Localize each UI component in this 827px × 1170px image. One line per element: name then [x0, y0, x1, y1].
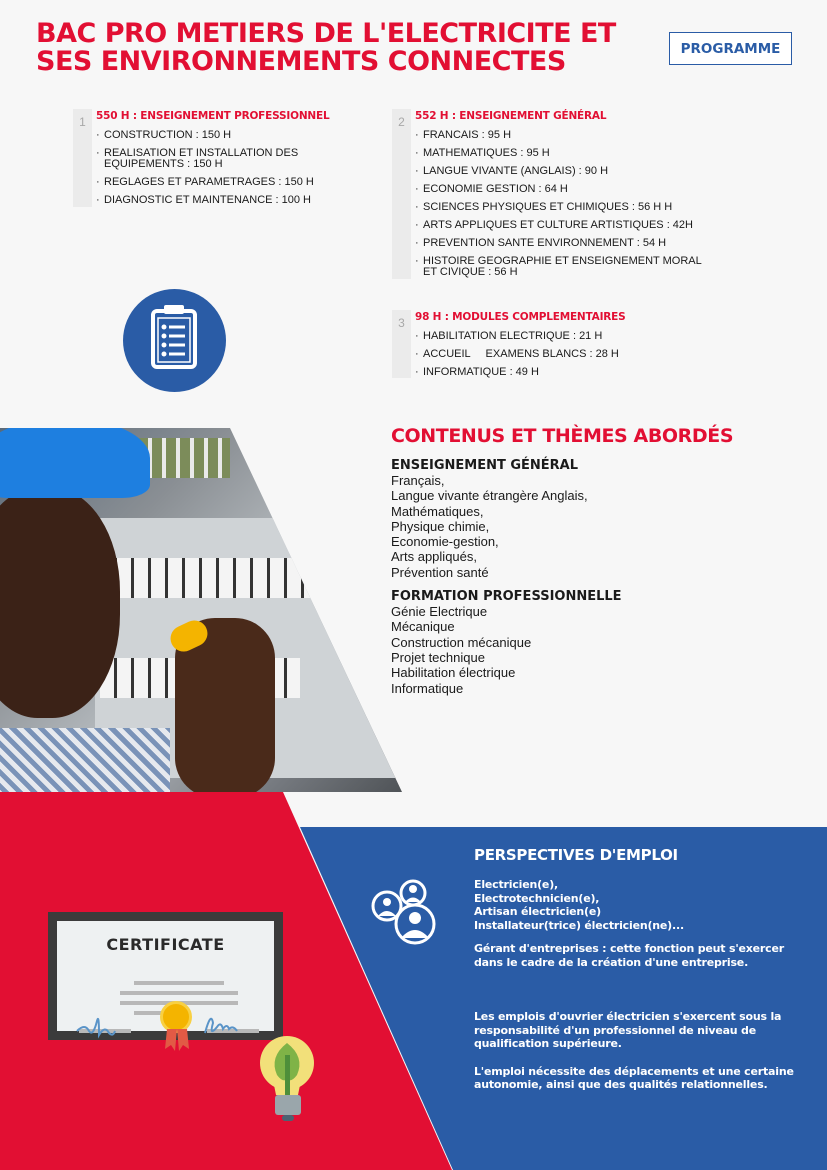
list-item: · ECONOMIE GESTION : 64 H	[415, 184, 722, 195]
block-heading: 98 H : MODULES COMPLEMENTAIRES	[415, 311, 626, 323]
perspectives-paragraph: L'emploi nécessite des déplacements et une certaine autonomie, ainsi que des qualités relationnelles.	[474, 1064, 794, 1091]
list-item: · HABILITATION ELECTRIQUE : 21 H	[415, 331, 692, 342]
hours-block-professional	[73, 109, 363, 207]
theme-item: Habilitation électrique	[391, 665, 516, 681]
theme-item: Prévention santé	[391, 564, 489, 580]
theme-item: Construction mécanique	[391, 634, 532, 650]
lightbulb-icon	[258, 1033, 318, 1123]
theme-item: Arts appliqués,	[391, 549, 477, 565]
list-item: · MATHEMATIQUES : 95 H	[415, 148, 722, 159]
theme-item: Economie-gestion,	[391, 534, 499, 550]
electrician-photo	[0, 428, 402, 792]
list-item: · HISTOIRE GEOGRAPHIE ET ENSEIGNEMENT MORAL ET CIVIQUE : 56 H	[415, 256, 715, 278]
block-heading: 550 H : ENSEIGNEMENT PROFESSIONNEL	[96, 110, 330, 122]
pro-heading: FORMATION PROFESSIONNELLE	[391, 589, 622, 605]
list-item: · PREVENTION SANTE ENVIRONNEMENT : 54 H	[415, 238, 722, 249]
certificate-label: CERTIFICATE	[106, 935, 225, 954]
perspectives-paragraph: Gérant d'entreprises : cette fonction peut s'exercer dans le cadre de la création d'une entreprise.	[474, 942, 784, 969]
list-item: · DIAGNOSTIC ET MAINTENANCE : 100 H	[96, 195, 363, 206]
list-item: · SCIENCES PHYSIQUES ET CHIMIQUES : 56 H H	[415, 202, 722, 213]
theme-item: Projet technique	[391, 649, 485, 665]
block-number: 1	[73, 109, 92, 207]
block-heading: 552 H : ENSEIGNEMENT GÉNÉRAL	[415, 110, 607, 122]
themes-heading: CONTENUS ET THÈMES ABORDÉS	[391, 425, 734, 447]
theme-item: Français,	[391, 473, 445, 488]
hours-block-complementary	[392, 310, 692, 378]
themes-section	[391, 425, 733, 696]
list-item: · ACCUEIL EXAMENS BLANCS : 28 H	[415, 349, 692, 360]
perspectives-paragraph: Les emplois d'ouvrier électricien s'exercent sous la responsabilité d'un professionnel de niveau de qualification supérieure.	[474, 1010, 782, 1050]
block-number: 2	[392, 109, 411, 279]
list-item: · FRANCAIS : 95 H	[415, 130, 722, 141]
list-item: · INFORMATIQUE : 49 H	[415, 367, 692, 378]
people-group-icon	[370, 876, 450, 946]
title-line-2: SES ENVIRONNEMENTS CONNECTES	[36, 46, 566, 77]
block-list	[96, 130, 363, 206]
theme-item: Mécanique	[391, 619, 455, 635]
block-list	[415, 130, 722, 278]
list-item: · REGLAGES ET PARAMETRAGES : 150 H	[96, 177, 363, 188]
list-item: · REALISATION ET INSTALLATION DES EQUIPEMENTS : 150 H	[96, 148, 316, 170]
theme-item: Langue vivante étrangère Anglais,	[391, 488, 588, 504]
theme-item: Informatique	[391, 680, 464, 696]
general-heading: ENSEIGNEMENT GÉNÉRAL	[391, 458, 579, 473]
block-list	[415, 331, 692, 378]
certificate-icon	[48, 912, 283, 1042]
programme-badge: PROGRAMME	[669, 32, 792, 65]
theme-item: Mathématiques,	[391, 503, 484, 519]
job-item: Electrotechnicien(e),	[474, 891, 600, 905]
clipboard-list-icon	[123, 289, 226, 392]
hours-block-general	[392, 109, 722, 279]
theme-item: Physique chimie,	[391, 518, 490, 534]
job-item: Electricien(e),	[474, 878, 558, 891]
perspectives-section	[474, 846, 794, 1092]
job-item: Artisan électricien(e)	[474, 905, 601, 918]
theme-item: Génie Electrique	[391, 604, 488, 620]
list-item: · ARTS APPLIQUES ET CULTURE ARTISTIQUES : 42H	[415, 220, 722, 231]
title-line-1: BAC PRO METIERS DE L'ELECTRICITE ET	[36, 18, 616, 49]
list-item: · CONSTRUCTION : 150 H	[96, 130, 363, 141]
block-number: 3	[392, 310, 411, 378]
perspectives-heading: PERSPECTIVES D'EMPLOI	[474, 846, 678, 864]
page-title	[36, 20, 656, 76]
list-item: · LANGUE VIVANTE (ANGLAIS) : 90 H	[415, 166, 722, 177]
job-item: Installateur(trice) électricien(ne)...	[474, 918, 684, 932]
